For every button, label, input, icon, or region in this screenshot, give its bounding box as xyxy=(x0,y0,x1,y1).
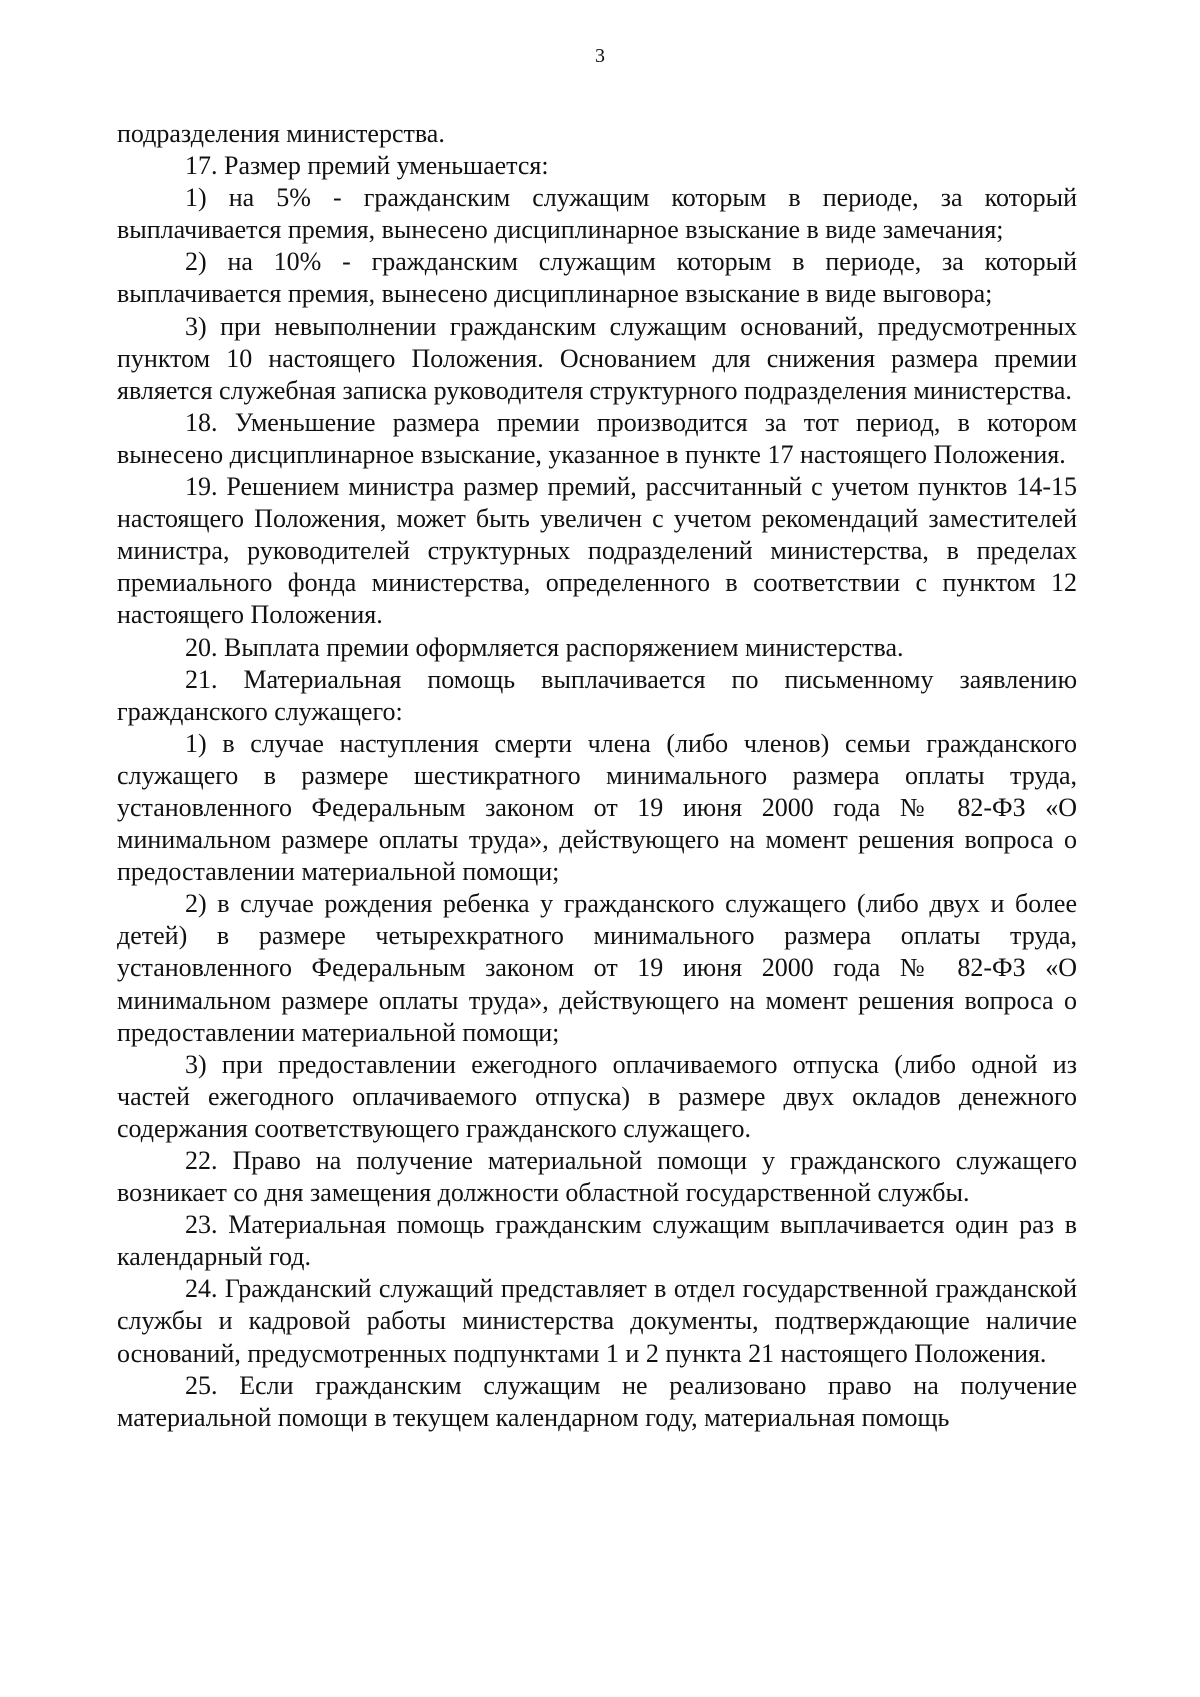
paragraph-17-item-1: 1) на 5% - гражданским служащим которым в периоде, за который выплачивается премия, вынесено дисциплинарное взыскание в виде замечания; xyxy=(117,183,1077,245)
paragraph-17-item-2: 2) на 10% - гражданским служащим которым в периоде, за который выплачивается премия, вынесено дисциплинарное взыскание в виде выговора; xyxy=(117,247,1077,309)
paragraph-continuation: подразделения министерства. xyxy=(117,119,445,148)
paragraph-24: 24. Гражданский служащий представляет в отдел государственной гражданской службы и кадровой работы министерства документы, подтверждающие наличие оснований, предусмотренных подпунктами 1 и 2 пункта 21 настоящего Положения. xyxy=(117,1274,1077,1368)
document-body xyxy=(117,118,1077,1434)
paragraph-21-item-2: 2) в случае рождения ребенка у гражданского служащего (либо двух и более детей) в размере четырехкратного минимального размера оплаты труда, установленного Федеральным законом от 19 июня 2000 года № 82-ФЗ «О минимальном размере оплаты труда», действующего на момент решения вопроса о предоставлении материальной помощи; xyxy=(117,889,1077,1047)
paragraph-19: 19. Решением министра размер премий, рассчитанный с учетом пунктов 14-15 настоящего Положения, может быть увеличен с учетом рекомендаций заместителей министра, руководителей структурных подразделений министерства, в пределах премиального фонда министерства, определенного в соответствии с пунктом 12 настоящего Положения. xyxy=(117,472,1077,630)
paragraph-23: 23. Материальная помощь гражданским служащим выплачивается один раз в календарный год. xyxy=(117,1210,1077,1272)
paragraph-21: 21. Материальная помощь выплачивается по письменному заявлению гражданского служащего: xyxy=(117,664,1077,726)
paragraph-21-item-1: 1) в случае наступления смерти члена (либо членов) семьи гражданского служащего в размере шестикратного минимального размера оплаты труда, установленного Федеральным законом от 19 июня 2000 года № 82-ФЗ «О минимальном размере оплаты труда», действующего на момент решения вопроса о предоставлении материальной помощи; xyxy=(117,728,1077,887)
paragraph-25: 25. Если гражданским служащим не реализовано право на получение материальной помощи в текущем календарном году, материальная помощь xyxy=(117,1370,1077,1432)
paragraph-22: 22. Право на получение материальной помощи у гражданского служащего возникает со дня замещения должности областной государственной службы. xyxy=(117,1146,1077,1208)
paragraph-20: 20. Выплата премии оформляется распоряжением министерства. xyxy=(185,632,904,662)
paragraph-18: 18. Уменьшение размера премии производится за тот период, в котором вынесено дисциплинарное взыскание, указанное в пункте 17 настоящего Положения. xyxy=(117,407,1077,469)
paragraph-17: 17. Размер премий уменьшается: xyxy=(185,151,549,181)
paragraph-21-item-3: 3) при предоставлении ежегодного оплачиваемого отпуска (либо одной из частей ежегодного оплачиваемого отпуска) в размере двух окладов денежного содержания соответствующего гражданского служащего. xyxy=(117,1049,1077,1143)
paragraph-17-item-3: 3) при невыполнении гражданским служащим оснований, предусмотренных пунктом 10 настоящего Положения. Основанием для снижения размера премии является служебная записка руководителя структурного подразделения министерства. xyxy=(117,311,1077,405)
page-number: 3 xyxy=(595,45,605,67)
